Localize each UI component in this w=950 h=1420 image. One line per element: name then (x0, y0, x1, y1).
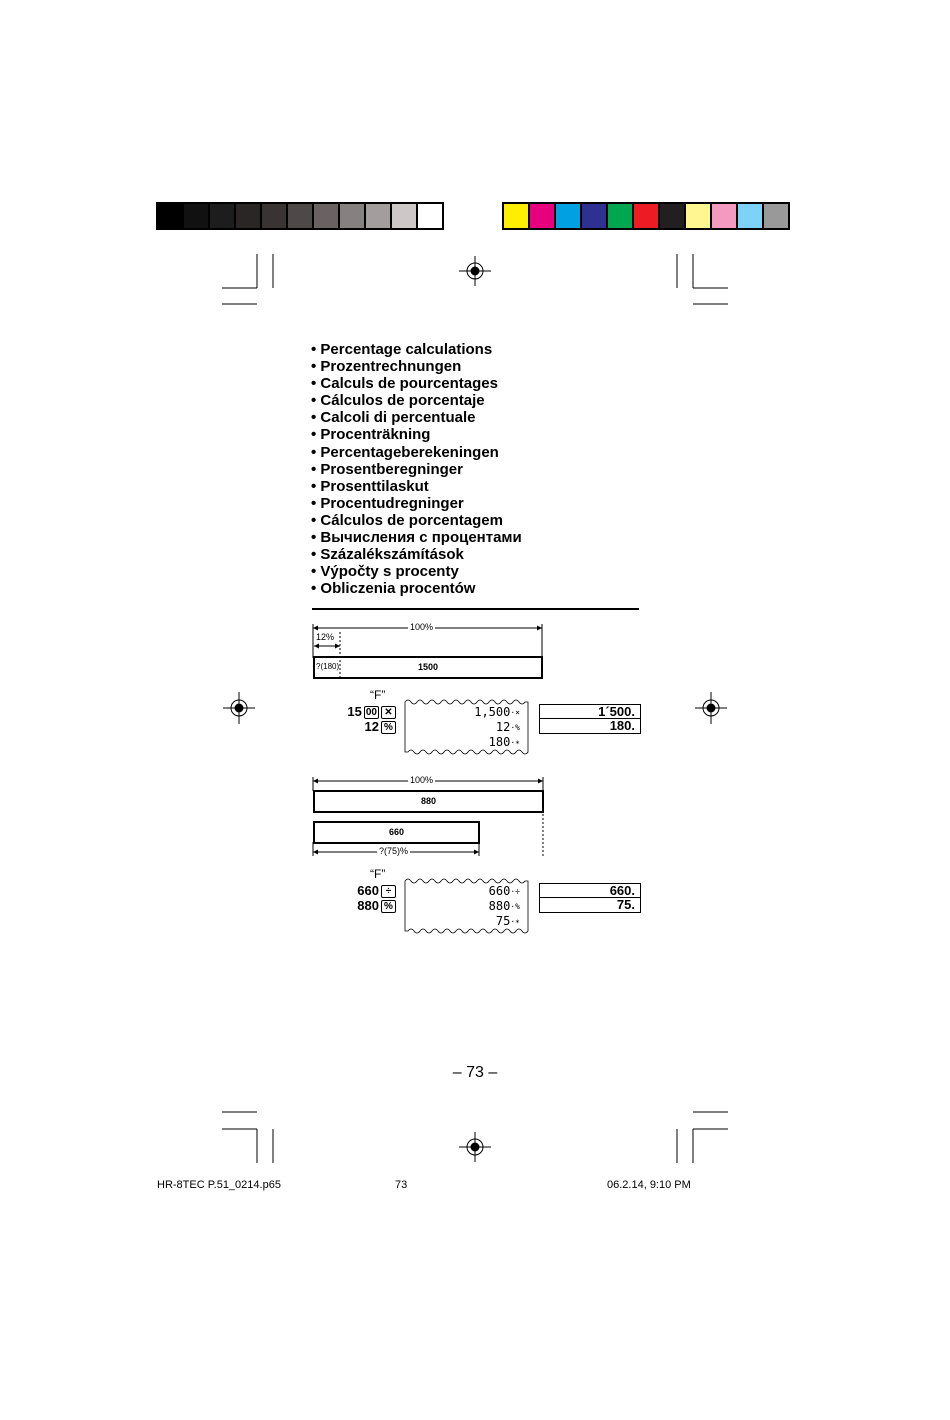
section-title-item: • Prozentrechnungen (311, 358, 462, 376)
ex1-key-value: 15 (347, 704, 362, 719)
tape-value: 180 (488, 735, 511, 749)
ex2-mode: “F” (370, 867, 386, 881)
tape-symbol: ·% (510, 902, 520, 911)
tape-value: 660 (488, 884, 511, 898)
ex2-tape-line (430, 914, 520, 928)
double-zero-key-icon: 00 (365, 707, 377, 719)
multiply-key-icon: ✕ (381, 706, 396, 719)
tape-value: 880 (488, 899, 511, 913)
ex2-display-2: 75. (539, 898, 641, 913)
section-title-item: • Obliczenia procentów (311, 580, 476, 598)
footer-datetime: 06.2.14, 9:10 PM (607, 1179, 691, 1191)
tape-value: 75 (495, 914, 511, 928)
ex1-part-label: 12% (316, 632, 335, 642)
section-title-item: • Cálculos de porcentagem (311, 511, 503, 529)
section-title-item: • Вычисления с процентами (311, 529, 522, 547)
ex2-full-value: 880 (420, 796, 437, 806)
ex2-unknown-label: ?(75)% (379, 846, 409, 856)
ex1-base-value: 1500 (417, 662, 439, 672)
section-title-item: • Prosenttilaskut (311, 477, 429, 495)
section-title-item: • Procenträkning (311, 426, 431, 444)
ex1-key-value: 12 (364, 719, 379, 734)
ex1-mode: “F” (370, 688, 386, 702)
ex2-tape-line (430, 899, 520, 913)
tape-symbol: ·∗ (510, 738, 520, 747)
footer-filename: HR-8TEC P.51_0214.p65 (157, 1179, 281, 1191)
section-title-item: • Percentage calculations (311, 341, 493, 358)
tape-symbol: ·÷ (510, 887, 520, 896)
page-number: – 73 – (452, 1064, 498, 1081)
ex1-display-1: 1´500. (539, 704, 641, 719)
ex2-part-value: 660 (388, 827, 405, 837)
footer-page: 73 (395, 1179, 408, 1191)
ex2-key-value: 660 (357, 883, 379, 898)
ex1-full-label: 100% (410, 622, 434, 632)
tape-symbol: ·× (510, 708, 520, 717)
section-title-item: • Calcoli di percentuale (311, 409, 476, 427)
percent-key-icon: % (381, 721, 396, 734)
ex2-display-1: 660. (539, 883, 641, 898)
ex2-part-bar (313, 821, 480, 844)
tape-symbol: ·% (510, 723, 520, 732)
tape-symbol: ·∗ (510, 917, 520, 926)
ex2-key-row-1 (300, 883, 396, 898)
section-title-item: • Százalékszámítások (311, 546, 464, 564)
section-title-item: • Calculs de pourcentages (311, 375, 498, 393)
section-title-item: • Výpočty s procenty (311, 563, 459, 581)
tape-value: 1,500 (474, 705, 511, 719)
ex2-full-label: 100% (410, 775, 434, 785)
ex2-full-bar (313, 790, 544, 813)
ex1-display-2: 180. (539, 719, 641, 734)
section-title-item: • Cálculos de porcentaje (311, 392, 485, 410)
section-title-item: • Procentudregninger (311, 494, 464, 512)
ex2-tape-line (430, 884, 520, 898)
ex2-key-row-2 (300, 898, 396, 913)
section-title-item: • Percentageberekeningen (311, 443, 499, 461)
tape-value: 12 (495, 720, 511, 734)
percent-key-icon: % (381, 900, 396, 913)
section-title-item: • Prosentberegninger (311, 460, 463, 478)
ex1-unknown-label: ?(180) (316, 662, 340, 671)
ex2-key-value: 880 (357, 898, 379, 913)
divide-key-icon: ÷ (381, 885, 396, 898)
